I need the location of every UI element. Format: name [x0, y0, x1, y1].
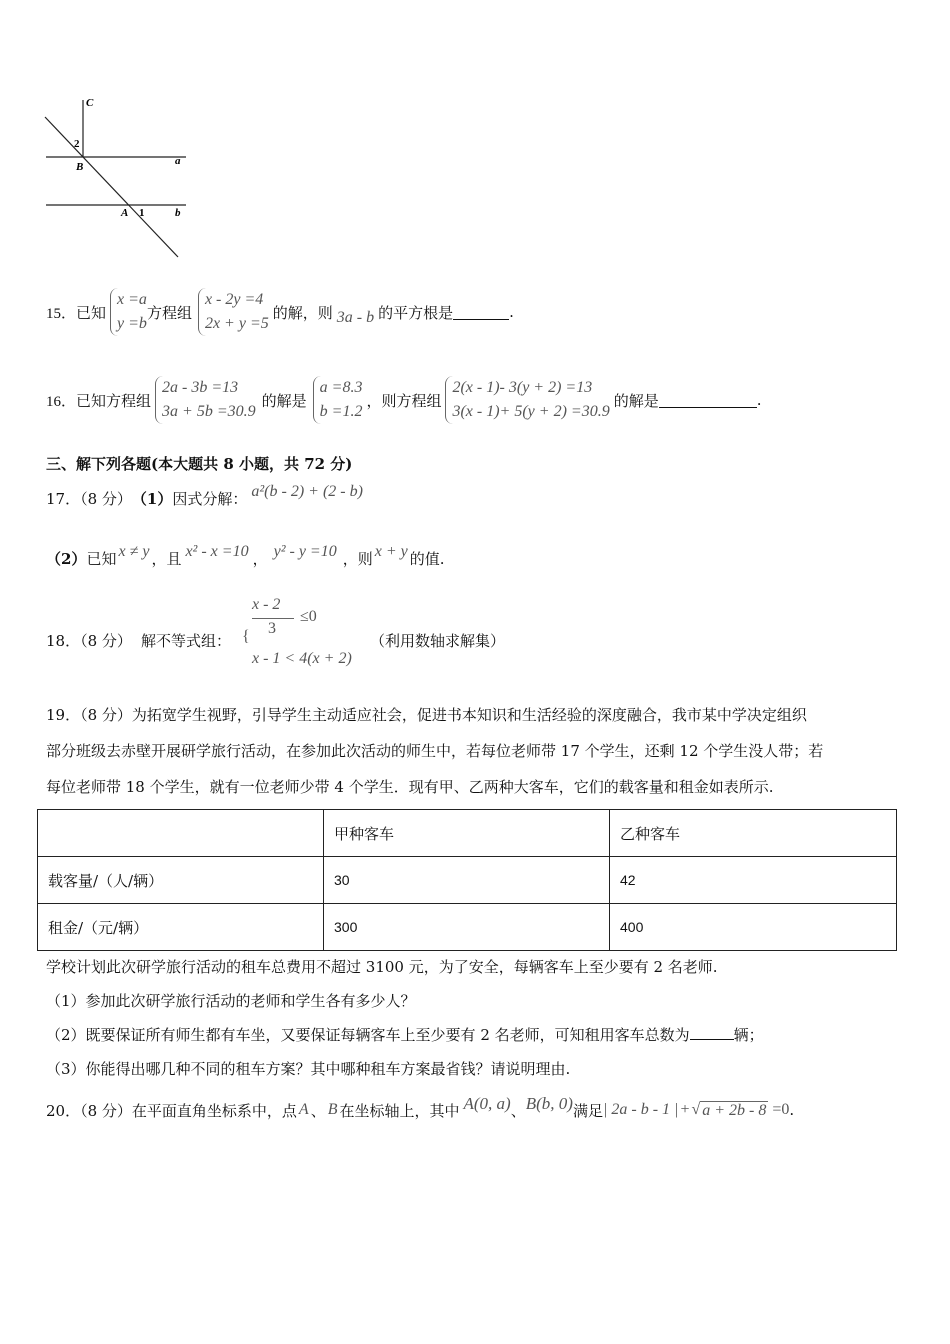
q18-number: 18．（8 分）	[46, 632, 132, 650]
table-cell: 42	[610, 857, 897, 904]
q16-sys3-eq1: 2(x - 1)- 3(y + 2) =13	[452, 379, 593, 396]
q17-p1-text: 因式分解：	[172, 489, 248, 508]
q18-relation-1: ≤0	[300, 608, 317, 625]
label-2: 2	[74, 138, 80, 150]
label-1: 1	[139, 207, 145, 219]
q15-number: 15．	[46, 305, 77, 322]
q16-sys2-eq2: b =1.2	[319, 403, 363, 420]
q16-sys3-eq2: 3(x - 1)+ 5(y + 2) =30.9	[452, 403, 610, 420]
q15-end: .	[509, 303, 514, 321]
q20-plus: +	[680, 1101, 690, 1118]
question-17-part-2	[46, 542, 445, 574]
q20-number: 20．（8 分）	[46, 1101, 132, 1120]
q17-number: 17．（8 分）	[46, 489, 132, 508]
q19-sub-2-text: （2）既要保证所有师生都有车坐，又要保证每辆客车上至少要有 2 名老师，可知租用客车总数为	[46, 1026, 690, 1044]
q15-sys1-eq2: y =b	[117, 315, 147, 332]
q17-p2-expr-2: x² - x =10	[185, 543, 249, 560]
q16-system-1	[155, 376, 256, 424]
question-16	[46, 372, 761, 428]
q20-text-1: 在平面直角坐标系中，点	[131, 1101, 297, 1120]
q17-p2-expr-1: x ≠ y	[118, 543, 150, 560]
q18-brace: {	[242, 628, 250, 645]
q18-text-2: （利用数轴求解集）	[370, 632, 506, 650]
q16-system-2	[313, 376, 363, 424]
q15-sys2-eq2: 2x + y =5	[204, 315, 269, 332]
q15-text-4: 的平方根是	[378, 303, 454, 322]
q19-sub-2	[46, 1018, 764, 1052]
q18-fraction-bar	[252, 618, 294, 619]
q19-sub-2-unit: 辆；	[733, 1026, 764, 1044]
q15-sys2-eq1: x - 2y =4	[204, 291, 264, 308]
q19-answer-blank[interactable]	[690, 1025, 734, 1040]
table-row	[38, 857, 897, 904]
q20-text-2: 在坐标轴上，其中	[339, 1101, 460, 1120]
q16-text-4: 的解是	[613, 391, 659, 410]
question-18	[46, 596, 646, 676]
table-header-cell: 甲种客车	[324, 810, 610, 857]
q15-text-3: 的解，则	[272, 303, 333, 322]
label-a-point: A	[121, 207, 129, 219]
q15-answer-blank[interactable]	[453, 305, 509, 320]
q18-inequality-2: x - 1 < 4(x + 2)	[252, 650, 352, 667]
q15-expression: 3a - b	[336, 309, 375, 326]
q20-point-a-coord: A(0, a)	[463, 1094, 511, 1113]
q18-text-1: 解不等式组：	[141, 632, 232, 650]
q17-p2-expr-4: x + y	[374, 543, 408, 560]
q19-line-1: 19．（8 分）为拓宽学生视野，引导学生主动适应社会，促进书本知识和生活经验的深度融合，我市某中学决定组织	[46, 706, 807, 724]
q16-sys2-eq1: a =8.3	[319, 379, 363, 396]
q20-text-3: 满足	[572, 1101, 603, 1120]
label-b-line: b	[175, 207, 181, 219]
table-cell: 租金/（元/辆）	[38, 904, 324, 951]
q17-p2-text-1: 已知	[86, 549, 117, 568]
table-header-cell	[38, 810, 324, 857]
question-15	[46, 284, 514, 340]
q19-after-table: 学校计划此次研学旅行活动的租车总费用不超过 3100 元，为了安全，每辆客车上至少要有 2 名老师.	[46, 958, 718, 976]
label-a-line: a	[175, 155, 181, 167]
q18-fraction-denominator: 3	[268, 620, 276, 637]
q16-text-3: ，则方程组	[366, 391, 442, 410]
q16-number: 16．	[46, 393, 77, 410]
q16-system-3	[445, 376, 609, 424]
q17-p1-expression: a²(b - 2) + (2 - b)	[251, 483, 363, 500]
q19-line-2: 部分班级去赤壁开展研学旅行活动，在参加此次活动的师生中，若每位老师带 17 个学生，还剩 12 个学生没人带；若	[46, 742, 824, 760]
q20-sep-2: 、	[510, 1101, 526, 1120]
q20-end: .	[789, 1101, 795, 1119]
q16-answer-blank[interactable]	[659, 393, 757, 408]
q17-p2-text-4: ，则	[342, 549, 373, 568]
table-header-row	[38, 810, 897, 857]
table-cell: 300	[324, 904, 610, 951]
q17-p2-label: （2）	[46, 549, 87, 568]
table-cell: 30	[324, 857, 610, 904]
q18-fraction-numerator: x - 2	[252, 596, 281, 613]
q15-sys1-eq1: x =a	[117, 291, 147, 308]
section-3-heading: 三、解下列各题(本大题共 8 小题，共 72 分)	[46, 455, 353, 473]
bus-table	[37, 809, 897, 951]
geometry-figure	[38, 92, 198, 262]
label-b-point: B	[76, 161, 84, 173]
q15-system-2	[198, 288, 269, 336]
q16-sys1-eq2: 3a + 5b =30.9	[162, 403, 256, 420]
label-c: C	[86, 97, 94, 109]
q15-text-2: 方程组	[146, 303, 192, 322]
q20-sqrt-content: a + 2b - 8	[702, 1101, 767, 1119]
q16-text-2: 的解是	[261, 391, 307, 410]
q16-sys1-eq1: 2a - 3b =13	[162, 379, 239, 396]
q16-text-1: 已知方程组	[76, 391, 152, 410]
q17-p2-text-2: ，且	[151, 549, 182, 568]
table-cell: 载客量/（人/辆）	[38, 857, 324, 904]
q20-sqrt-icon: √	[691, 1101, 701, 1118]
q20-point-b-coord: B(b, 0)	[525, 1094, 573, 1113]
q17-p2-text-3: ，	[252, 549, 268, 568]
q20-sep-1: 、	[310, 1101, 326, 1120]
q19-line-3: 每位老师带 18 个学生，就有一位老师少带 4 个学生．现有甲、乙两种大客车，它们的载客量和租金如表所示.	[46, 778, 774, 796]
q20-point-b: B	[327, 1101, 338, 1118]
q20-point-a: A	[298, 1101, 309, 1118]
table-row	[38, 904, 897, 951]
q19-sub-3: （3）你能得出哪几种不同的租车方案？其中哪种租车方案最省钱？请说明理由.	[46, 1060, 571, 1078]
question-20	[46, 1090, 794, 1130]
q15-system-1	[110, 288, 147, 336]
q17-p2-expr-3: y² - y =10	[273, 543, 337, 560]
q20-absolute-value: | 2a - b - 1 |	[602, 1101, 679, 1118]
q20-equals-zero: =0	[772, 1101, 790, 1118]
table-cell: 400	[610, 904, 897, 951]
transversal-line	[45, 117, 178, 257]
q16-end: .	[756, 391, 762, 409]
q17-p1-label: （1）	[131, 489, 173, 508]
q19-sub-1: （1）参加此次研学旅行活动的老师和学生各有多少人？	[46, 992, 416, 1010]
q15-text-1: 已知	[76, 303, 107, 322]
q17-p2-text-5: 的值.	[409, 549, 445, 568]
table-header-cell: 乙种客车	[610, 810, 897, 857]
question-17-part-1	[46, 482, 363, 514]
